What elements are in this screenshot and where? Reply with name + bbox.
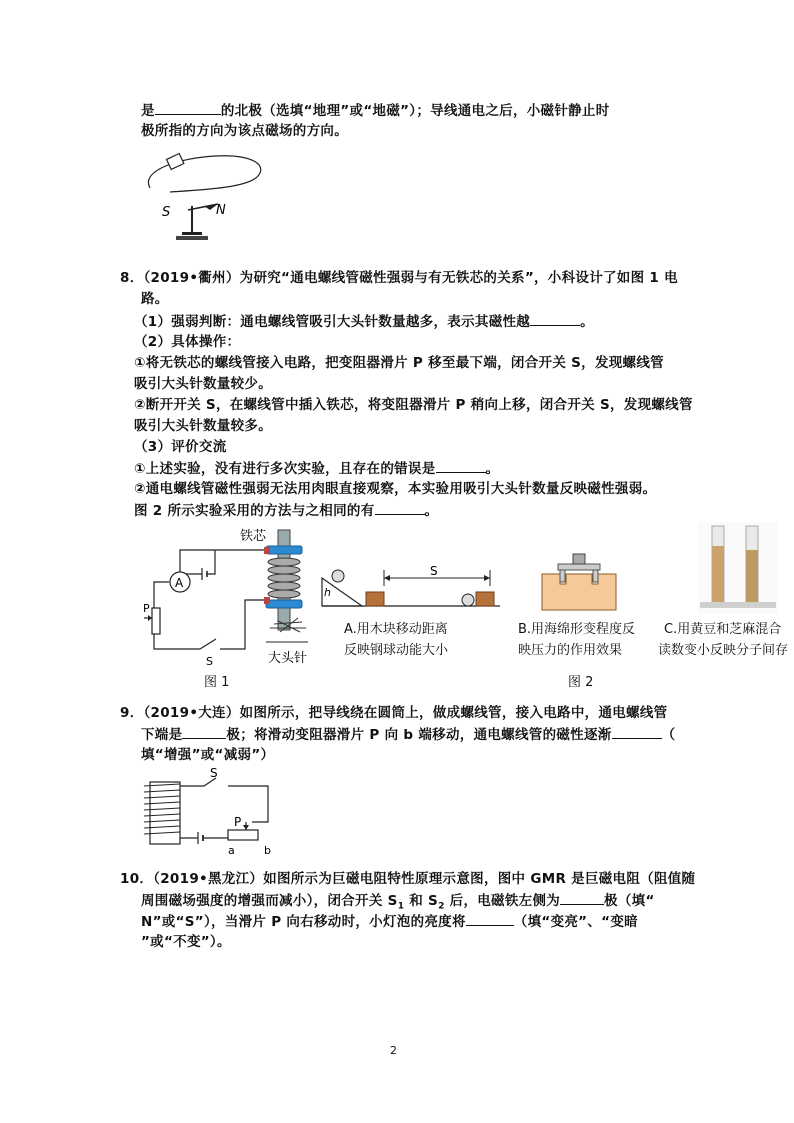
figure-1-caption: 图 1: [204, 675, 230, 690]
q9-line1: 9．（2019•大连）如图所示，把导线绕在圆筒上，做成螺线管，接入电路中，通电螺线管: [120, 705, 668, 721]
q9-circuit-figure: [138, 768, 278, 860]
svg-text:S: S: [210, 768, 218, 780]
q10-line4: ”或“不变”）。: [141, 934, 231, 950]
answer-blank[interactable]: [182, 724, 226, 739]
figure-2c-test-tubes: [698, 522, 778, 614]
figure-2a-ramp: [320, 560, 510, 612]
answer-blank[interactable]: [436, 458, 486, 473]
rheostat-icon: [152, 608, 160, 634]
svg-text:S: S: [206, 655, 213, 668]
rheostat-icon: [228, 830, 258, 840]
q8-line3: （1）强弱判断：通电螺线管吸引大头针数量越多，表示其磁性越 。: [134, 311, 594, 332]
q10-line1: 10．（2019•黑龙江）如图所示为巨磁电阻特性原理示意图，图中 GMR 是巨磁电阻（阻值随: [120, 871, 696, 887]
q8-line12: 图 2 所示实验采用的方法与之相同的有 。: [134, 500, 438, 521]
page-number: 2: [390, 1044, 397, 1057]
svg-text:S: S: [430, 564, 438, 578]
q7-line2: 极所指的方向为该点磁场的方向。: [141, 123, 348, 139]
svg-text:A: A: [175, 576, 184, 590]
answer-blank[interactable]: [375, 500, 425, 515]
q8-line11: ②通电螺线管磁性强弱无法用肉眼直接观察，本实验用吸引大头针数量反映磁性强弱。: [134, 481, 657, 497]
answer-blank[interactable]: [530, 311, 580, 326]
svg-text:P: P: [234, 815, 242, 829]
svg-text:P: P: [143, 602, 150, 615]
switch-icon: [200, 639, 216, 649]
svg-text:b: b: [264, 844, 271, 857]
q8-line4: （2）具体操作：: [134, 334, 241, 350]
q8-line10: ①上述实验，没有进行多次实验，且存在的错误是 。: [134, 458, 499, 479]
q9-line2: 下端是 极；将滑动变阻器滑片 P 向 b 端移动，通电螺线管的磁性逐渐 （: [141, 724, 675, 745]
figure-2b-label: B.用海绵形变程度反 映压力的作用效果: [518, 622, 636, 658]
q7-line1: 是 的北极（选填“地理”或“地磁”）；导线通电之后，小磁针静止时: [141, 100, 610, 121]
q8-line9: （3）评价交流: [134, 439, 227, 455]
n-pole-label: N: [216, 203, 226, 218]
svg-text:a: a: [228, 844, 235, 857]
q8-line2: 路。: [141, 291, 169, 307]
answer-blank[interactable]: [466, 911, 514, 926]
q8-line8: 吸引大头针数量较多。: [134, 418, 272, 434]
answer-blank[interactable]: [155, 100, 221, 115]
q8-line5: ①将无铁芯的螺线管接入电路，把变阻器滑片 P 移至最下端，闭合开关 S，发现螺线管: [134, 355, 664, 371]
svg-text:h: h: [324, 586, 331, 599]
answer-blank[interactable]: [612, 724, 662, 739]
figure-2b-sponge: [540, 550, 618, 612]
iron-core-label: 铁芯: [240, 529, 267, 544]
pins-label: 大头针: [268, 651, 308, 666]
answer-blank[interactable]: [560, 890, 604, 905]
figure-2-caption: 图 2: [568, 675, 594, 690]
figure-2c-label: C.用黄豆和芝麻混合 读数变小反映分子间存: [658, 622, 789, 658]
q9-line3: 填“增强”或“减弱”）: [141, 747, 275, 763]
figure-1-circuit: [140, 522, 330, 672]
figure-2a-label: A.用木块移动距离 反映钢球动能大小: [344, 622, 449, 658]
q10-line2: 周围磁场强度的增强而减小），闭合开关 $S_1$ 和 $S_2$ 后，电磁铁左侧为 极（填“: [141, 890, 655, 917]
q10-line3: N”或“S”），当滑片 P 向右移动时，小灯泡的亮度将 （填“变亮”、“变暗: [141, 911, 638, 932]
q8-line6: 吸引大头针数量较少。: [134, 376, 272, 392]
q7-compass-figure: [140, 150, 270, 250]
q8-line1: 8．（2019•衢州）为研究“通电螺线管磁性强弱与有无铁芯的关系”，小科设计了如图 1 电: [120, 270, 678, 286]
q8-line7: ②断开开关 S，在螺线管中插入铁芯，将变阻器滑片 P 稍向上移，闭合开关 S，发现螺线管: [134, 397, 693, 413]
s-pole-label: S: [162, 205, 171, 220]
